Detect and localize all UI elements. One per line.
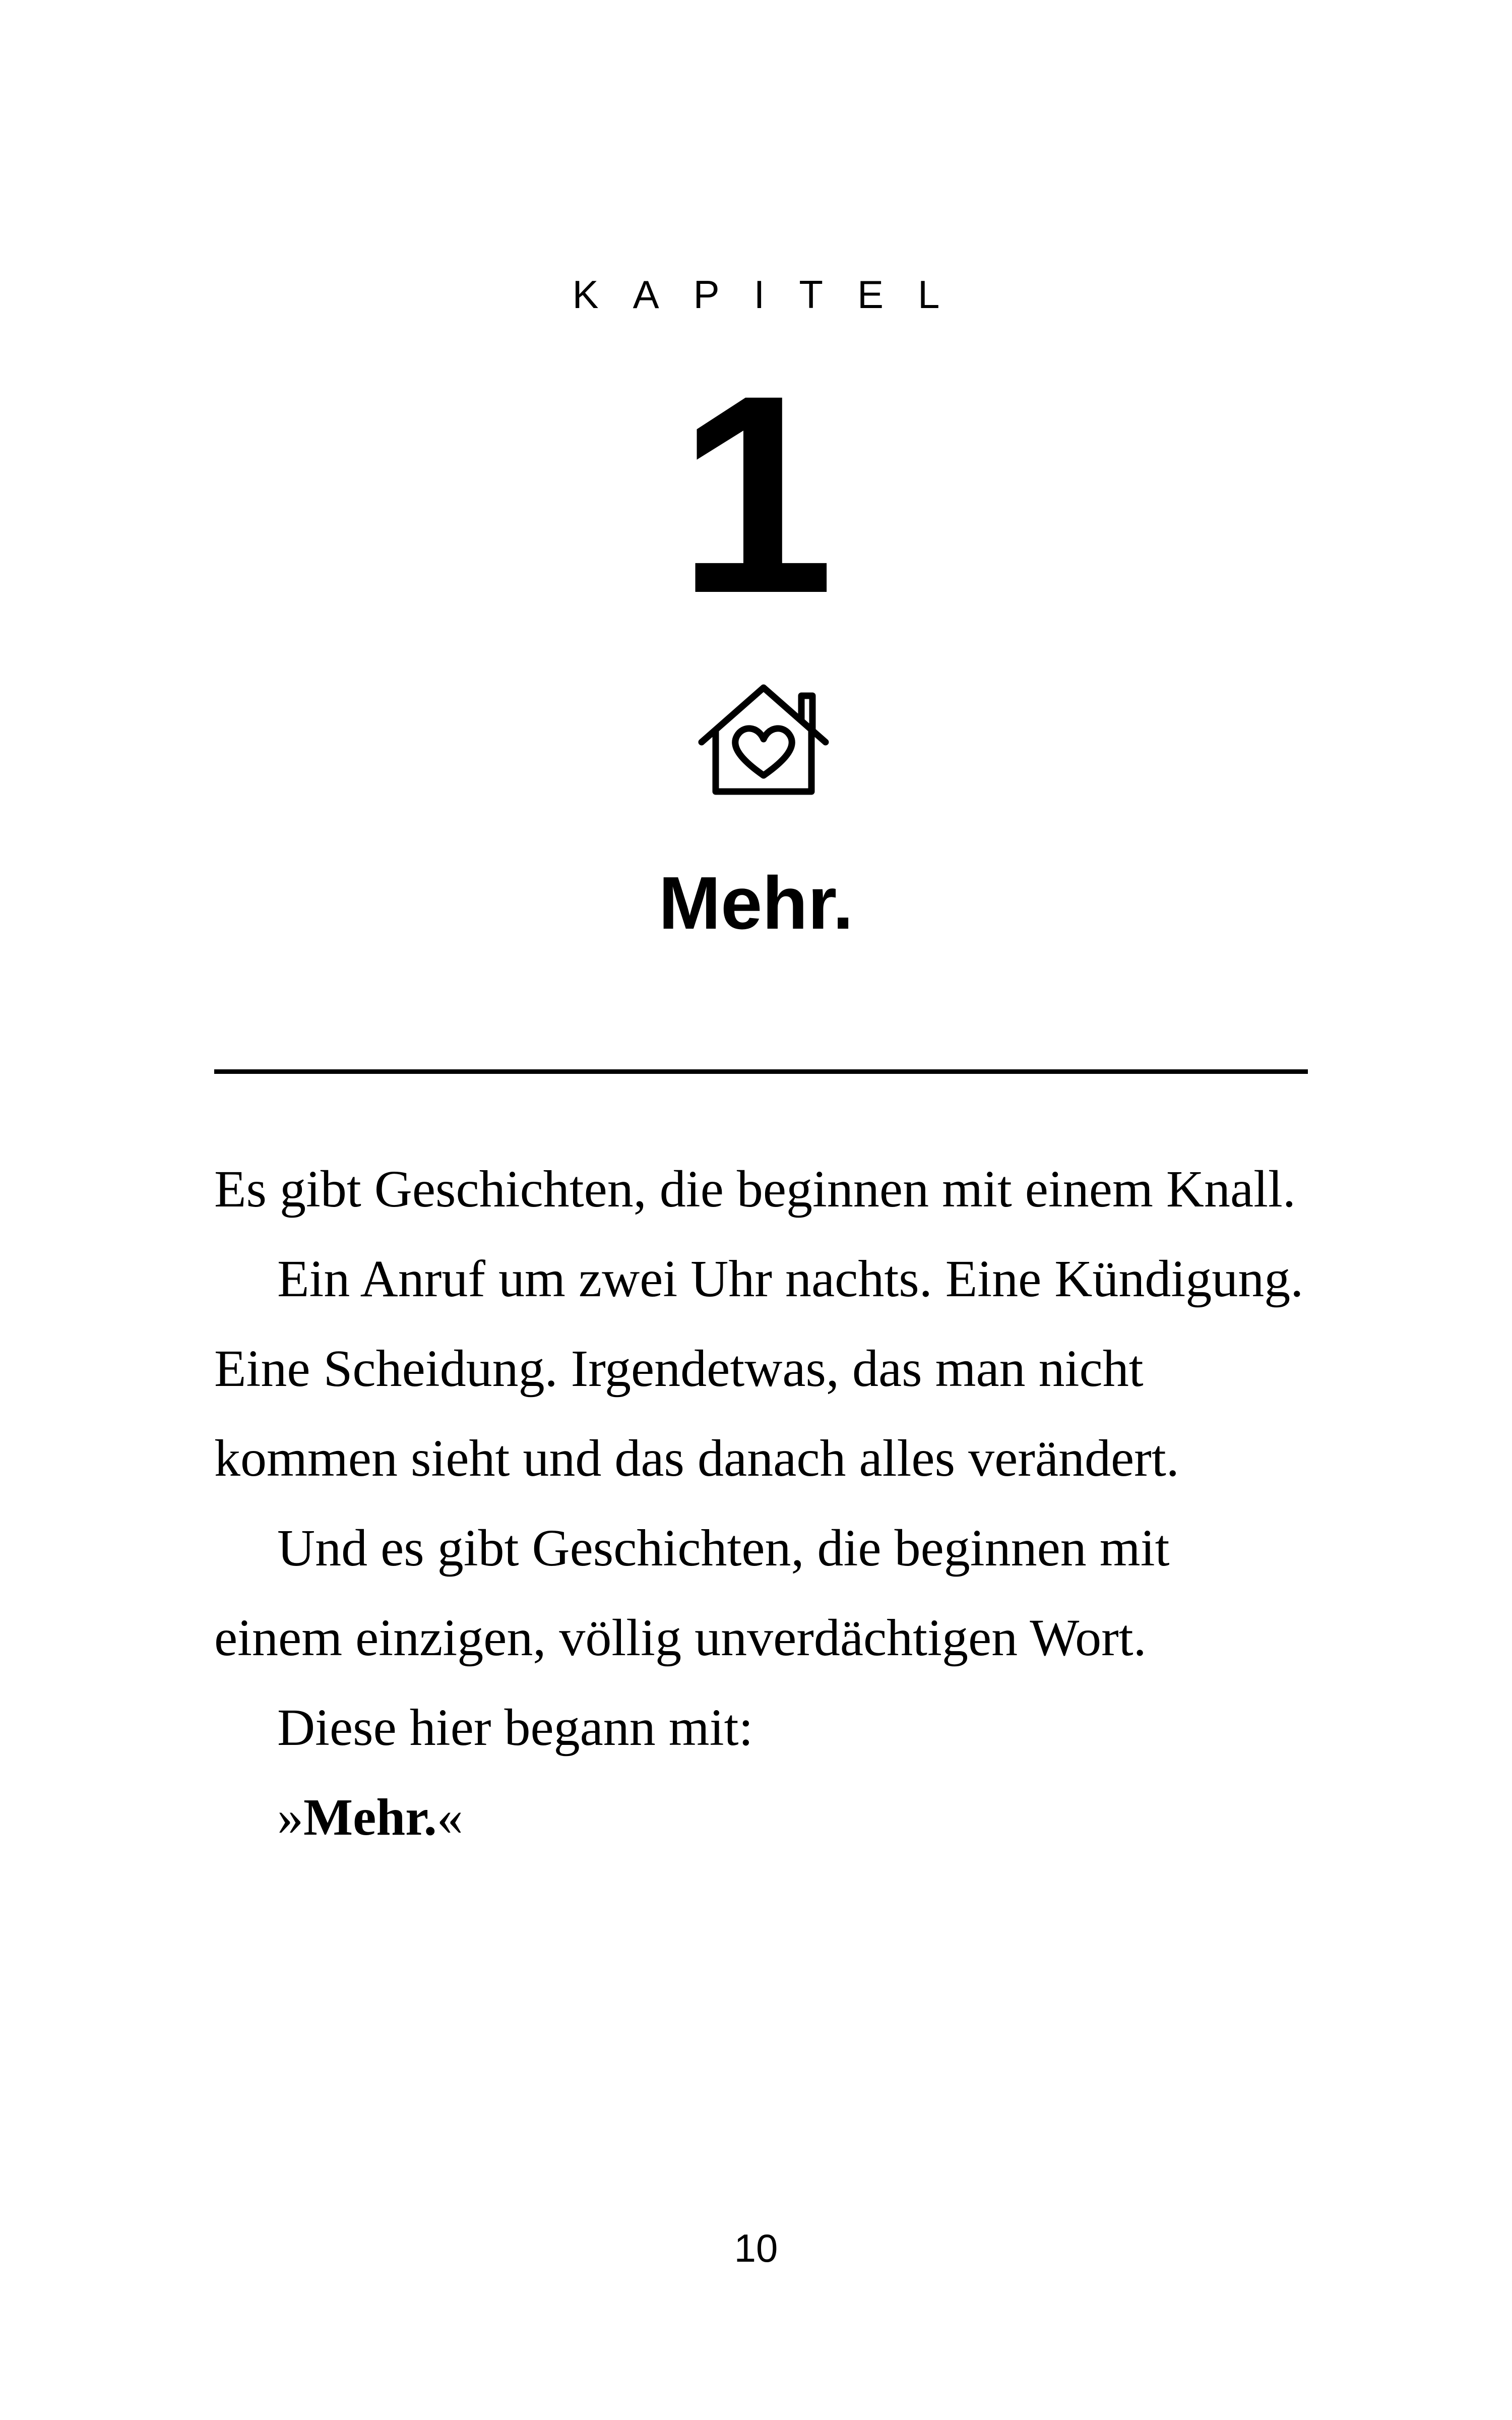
close-quote: «	[436, 1788, 463, 1846]
chapter-title: Mehr.	[658, 862, 854, 945]
house-heart-icon	[696, 681, 832, 802]
divider-line	[214, 1069, 1308, 1074]
paragraph: Und es gibt Geschichten, die beginnen mit einem einzigen, völlig unverdächtigen Wort.	[214, 1519, 1170, 1667]
closing-line	[214, 1773, 1308, 1862]
chapter-number: 1	[677, 336, 835, 652]
page-number: 10	[734, 2226, 778, 2270]
chapter-label: KAPITEL	[572, 272, 974, 317]
paragraph: Es gibt Geschichten, die beginnen mit einem Knall.	[214, 1160, 1296, 1218]
closing-word: Mehr.	[303, 1788, 437, 1846]
body-text	[214, 1144, 1308, 1862]
paragraph: Ein Anruf um zwei Uhr nachts. Eine Kündigung. Eine Scheidung. Irgendetwas, das man nicht kommen sieht und das danach alles verändert.	[214, 1250, 1304, 1487]
open-quote: »	[277, 1788, 303, 1846]
paragraph: Diese hier begann mit:	[277, 1699, 753, 1757]
